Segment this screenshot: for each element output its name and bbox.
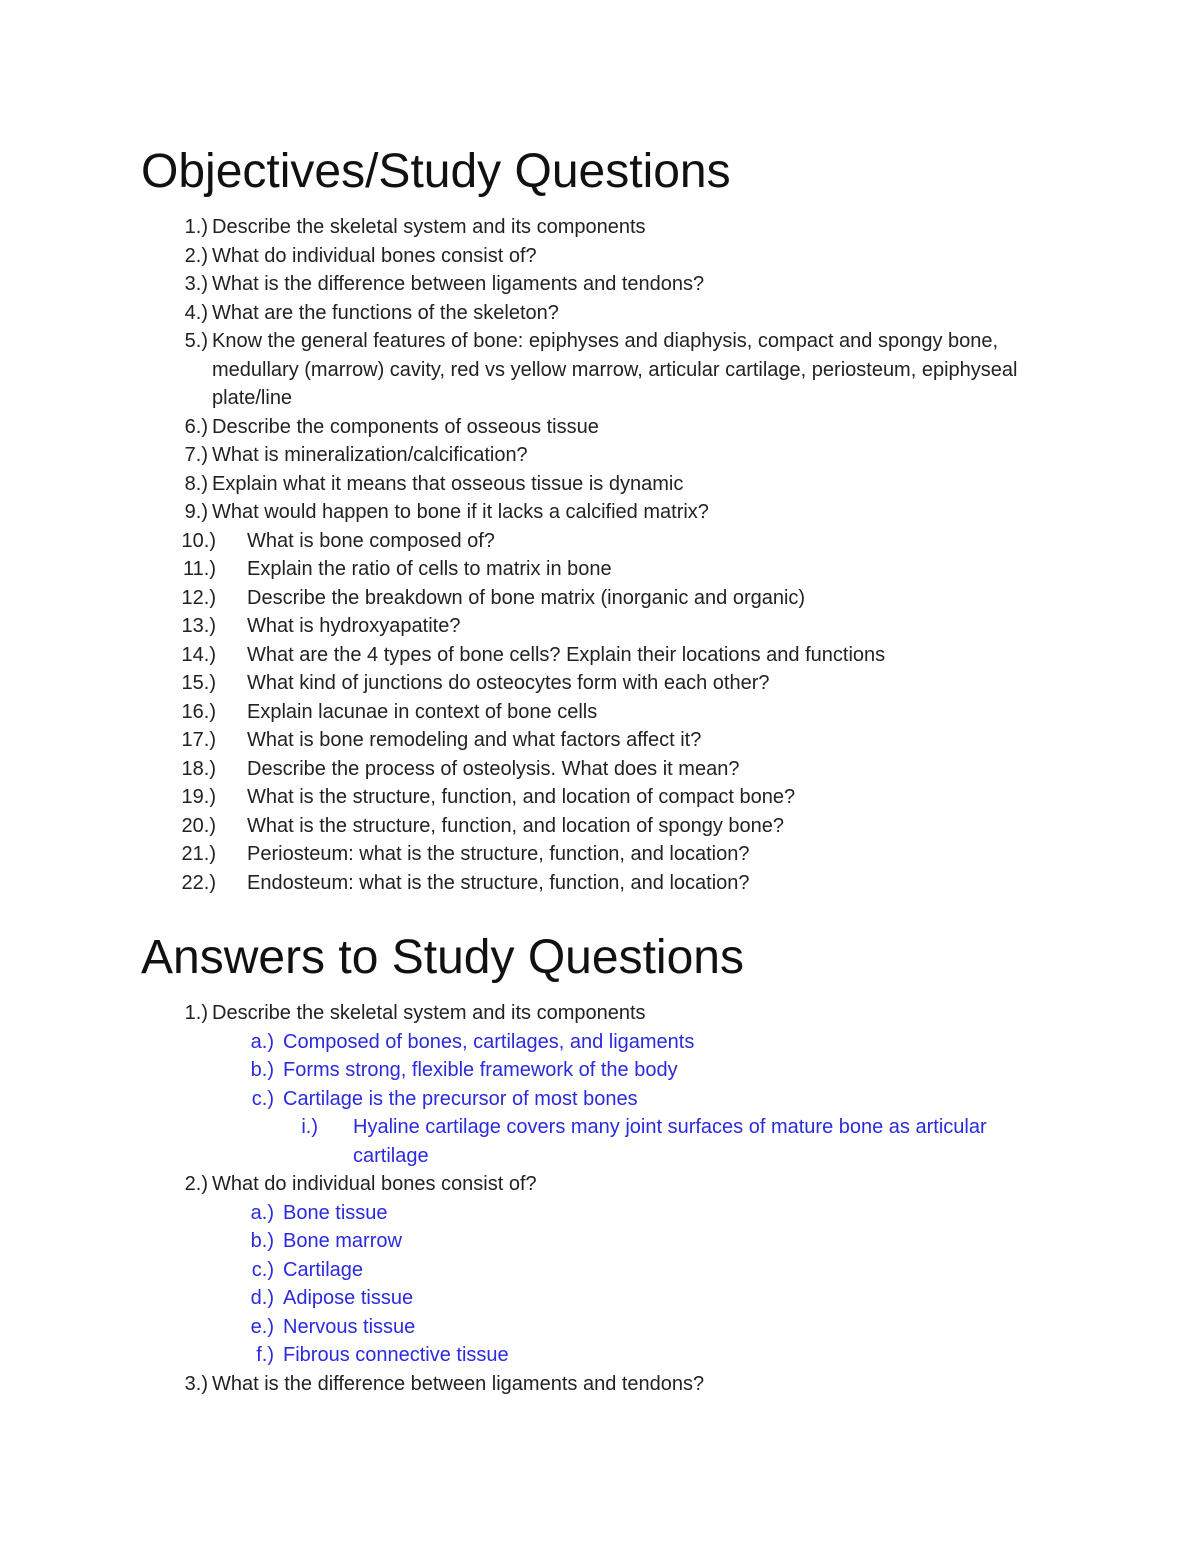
list-item	[0, 242, 1200, 271]
item-number: 22.)	[181, 871, 216, 894]
list-item	[0, 441, 1200, 470]
item-text: What is bone composed of?	[247, 529, 495, 552]
item-number: 3.)	[184, 1372, 208, 1395]
item-text: Describe the process of osteolysis. What does it mean?	[247, 757, 740, 780]
item-number: 14.)	[181, 643, 216, 666]
item-number: 10.)	[181, 529, 216, 552]
list-item	[0, 698, 1200, 727]
item-text: Describe the components of osseous tissue	[212, 415, 599, 438]
list-item	[0, 726, 1200, 755]
answer-text: Adipose tissue	[283, 1287, 414, 1309]
item-number: 1.)	[184, 1002, 208, 1024]
item-number: 1.)	[184, 216, 208, 238]
answer-item	[0, 1056, 1200, 1085]
item-letter: a.)	[250, 1201, 274, 1224]
item-number: 11.)	[183, 558, 216, 580]
answer-item	[0, 1313, 1200, 1342]
item-text: What are the functions of the skeleton?	[212, 301, 559, 324]
item-letter: a.)	[250, 1030, 274, 1053]
item-text: Explain lacunae in context of bone cells	[247, 700, 598, 723]
list-item	[0, 498, 1200, 527]
item-number: 21.)	[181, 843, 216, 865]
answer-text: Fibrous connective tissue	[283, 1344, 509, 1366]
item-letter: f.)	[256, 1344, 274, 1366]
item-roman: i.)	[301, 1116, 318, 1138]
item-number: 9.)	[184, 501, 208, 523]
list-item	[0, 783, 1200, 812]
item-text: What kind of junctions do osteocytes form with each other?	[247, 672, 770, 694]
item-letter: e.)	[250, 1315, 274, 1338]
item-text: Describe the breakdown of bone matrix (inorganic and organic)	[247, 586, 806, 609]
item-letter: d.)	[250, 1287, 274, 1309]
list-item	[0, 812, 1200, 841]
item-number: 20.)	[181, 814, 216, 837]
item-text: Periosteum: what is the structure, function, and location?	[247, 843, 750, 865]
list-item	[0, 584, 1200, 613]
item-text: What is the difference between ligaments and tendons?	[212, 1372, 705, 1395]
objectives-list	[0, 213, 1200, 897]
item-number: 4.)	[184, 301, 208, 324]
item-number: 8.)	[184, 472, 208, 495]
answer-item	[0, 1085, 1200, 1114]
item-text: What is hydroxyapatite?	[247, 615, 461, 637]
item-number: 3.)	[184, 273, 208, 295]
list-item	[0, 612, 1200, 641]
answer-item	[0, 1227, 1200, 1256]
list-item	[0, 669, 1200, 698]
answer-item	[0, 1256, 1200, 1285]
question-item	[0, 999, 1200, 1028]
list-item	[0, 299, 1200, 328]
item-text: Describe the skeletal system and its components	[212, 1002, 646, 1024]
list-item	[0, 869, 1200, 898]
item-number: 7.)	[184, 444, 208, 466]
item-text: Endosteum: what is the structure, function, and location?	[247, 871, 750, 894]
item-letter: b.)	[250, 1059, 274, 1081]
answer-text: Hyaline cartilage covers many joint surfaces of mature bone as articular cartilage	[353, 1116, 987, 1167]
item-number: 2.)	[184, 244, 208, 267]
item-letter: b.)	[250, 1230, 274, 1252]
item-text: Know the general features of bone: epiphyses and diaphysis, compact and spongy bone, medullary (marrow) cavity, red vs yellow marrow, articular cartilage, periosteum, epiphyseal plate/line	[212, 330, 1018, 409]
list-item	[0, 755, 1200, 784]
answer-text: Bone tissue	[283, 1201, 388, 1224]
objectives-heading: Objectives/Study Questions	[141, 145, 731, 198]
item-number: 13.)	[181, 615, 216, 637]
item-number: 6.)	[184, 415, 208, 438]
item-number: 17.)	[181, 729, 216, 751]
answer-item	[0, 1341, 1200, 1370]
item-text: Describe the skeletal system and its components	[212, 216, 646, 238]
item-number: 12.)	[181, 586, 216, 609]
list-item	[0, 641, 1200, 670]
item-text: What is bone remodeling and what factors affect it?	[247, 729, 702, 751]
answer-item	[0, 1284, 1200, 1313]
answer-text: Nervous tissue	[283, 1315, 416, 1338]
item-text: Explain what it means that osseous tissue is dynamic	[212, 472, 684, 495]
item-letter: c.)	[251, 1087, 274, 1110]
answer-text: Forms strong, flexible framework of the body	[283, 1059, 678, 1081]
item-text: What is the difference between ligaments and tendons?	[212, 273, 705, 295]
answer-text: Cartilage is the precursor of most bones	[283, 1087, 638, 1110]
answer-item	[0, 1199, 1200, 1228]
item-text: What is mineralization/calcification?	[212, 444, 528, 466]
list-item	[0, 527, 1200, 556]
answer-text: Cartilage	[283, 1258, 364, 1281]
item-text: What would happen to bone if it lacks a calcified matrix?	[212, 501, 709, 523]
answers-heading: Answers to Study Questions	[141, 931, 744, 984]
list-item	[0, 413, 1200, 442]
list-item	[0, 213, 1200, 242]
answer-text: Composed of bones, cartilages, and ligaments	[283, 1030, 695, 1053]
item-text: What do individual bones consist of?	[212, 244, 537, 267]
item-number: 5.)	[184, 330, 208, 352]
question-item	[0, 1170, 1200, 1199]
item-text: What are the 4 types of bone cells? Explain their locations and functions	[247, 643, 886, 666]
item-number: 16.)	[181, 700, 216, 723]
list-item	[0, 555, 1200, 584]
item-text: What is the structure, function, and location of compact bone?	[247, 786, 796, 808]
item-number: 18.)	[181, 757, 216, 780]
list-item	[0, 270, 1200, 299]
list-item	[0, 327, 1200, 413]
item-number: 2.)	[184, 1173, 208, 1195]
answer-item	[0, 1028, 1200, 1057]
answer-subitem	[0, 1113, 1200, 1170]
list-item	[0, 470, 1200, 499]
answer-text: Bone marrow	[283, 1230, 402, 1252]
question-item	[0, 1370, 1200, 1399]
item-number: 19.)	[181, 786, 216, 808]
item-text: What do individual bones consist of?	[212, 1173, 537, 1195]
item-letter: c.)	[251, 1258, 274, 1281]
item-text: Explain the ratio of cells to matrix in bone	[247, 558, 612, 580]
answers-list	[0, 999, 1200, 1398]
list-item	[0, 840, 1200, 869]
item-text: What is the structure, function, and location of spongy bone?	[247, 814, 784, 837]
item-number: 15.)	[181, 672, 216, 694]
